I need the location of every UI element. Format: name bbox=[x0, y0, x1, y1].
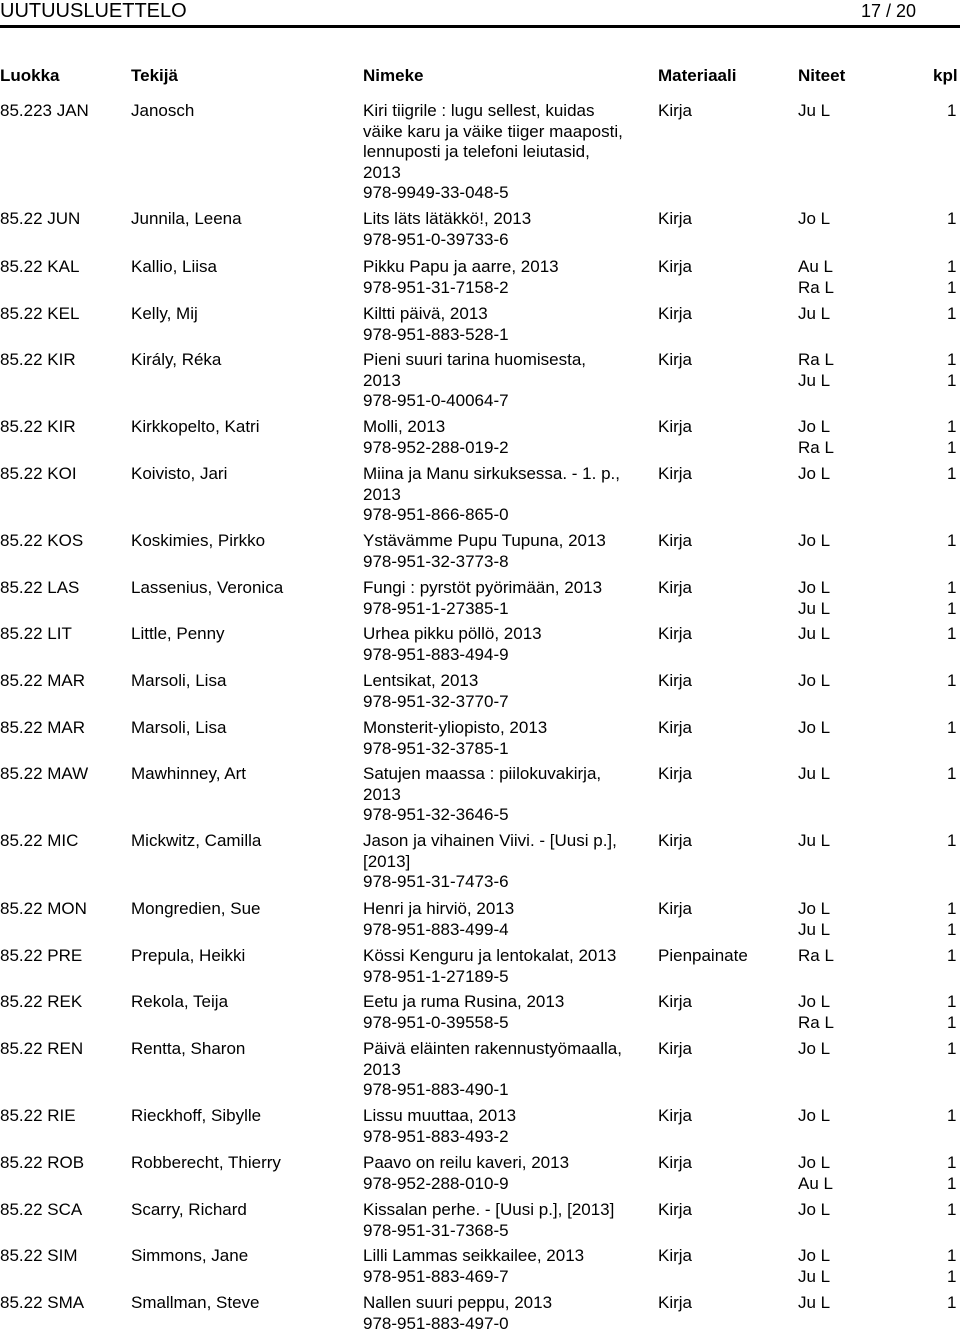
row-title-line: väike karu ja väike tiiger maaposti, bbox=[363, 121, 623, 141]
row-author: Rekola, Teija bbox=[131, 992, 229, 1011]
row-notes bbox=[798, 531, 878, 552]
row-class: 85.22 SMA bbox=[0, 1293, 85, 1312]
row-author: Smallman, Steve bbox=[131, 1293, 260, 1312]
row-material: Kirja bbox=[658, 992, 693, 1011]
row-author: Scarry, Richard bbox=[131, 1200, 247, 1219]
row-title bbox=[363, 1246, 653, 1287]
row-isbn: 978-951-883-494-9 bbox=[363, 644, 509, 664]
column-header-material: Materiaali bbox=[658, 66, 737, 85]
row-title bbox=[363, 209, 653, 250]
row-author: Lassenius, Veronica bbox=[131, 578, 284, 597]
row-qty bbox=[947, 417, 960, 458]
row-qty bbox=[947, 350, 960, 391]
row-title bbox=[363, 992, 653, 1033]
row-note-qty: 1 bbox=[947, 718, 957, 737]
row-notes bbox=[798, 417, 878, 458]
row-note-qty: 1 bbox=[947, 101, 957, 120]
row-notes bbox=[798, 1039, 878, 1060]
row-note-label: Jo L bbox=[798, 1200, 831, 1219]
row-title-line: Lilli Lammas seikkailee, 2013 bbox=[363, 1246, 585, 1265]
column-header-notes: Niteet bbox=[798, 66, 846, 85]
row-qty bbox=[947, 209, 960, 230]
row-note-label: Jo L bbox=[798, 899, 831, 918]
row-note-qty: 1 bbox=[947, 1012, 957, 1032]
row-note-label: Au L bbox=[798, 1173, 833, 1193]
row-title-line: Päivä eläinten rakennustyömaalla, bbox=[363, 1039, 622, 1058]
row-note-label: Jo L bbox=[798, 464, 831, 483]
row-note-qty: 1 bbox=[947, 1293, 957, 1312]
row-author: Marsoli, Lisa bbox=[131, 671, 227, 690]
row-isbn: 978-951-31-7158-2 bbox=[363, 277, 509, 297]
row-class: 85.22 SCA bbox=[0, 1200, 83, 1219]
row-title-line: Kiri tiigrile : lugu sellest, kuidas bbox=[363, 101, 595, 120]
row-isbn: 978-951-0-39558-5 bbox=[363, 1012, 509, 1032]
row-material: Kirja bbox=[658, 531, 693, 550]
row-note-qty: 1 bbox=[947, 919, 957, 939]
row-author: Rieckhoff, Sibylle bbox=[131, 1106, 262, 1125]
row-notes bbox=[798, 831, 878, 852]
row-title-line: Molli, 2013 bbox=[363, 417, 446, 436]
row-note-label: Jo L bbox=[798, 531, 831, 550]
row-note-label: Jo L bbox=[798, 1153, 831, 1172]
row-notes bbox=[798, 1200, 878, 1221]
row-note-label: Jo L bbox=[798, 209, 831, 228]
document-title: UUTUUSLUETTELO bbox=[0, 0, 187, 22]
row-title-line: Urhea pikku pöllö, 2013 bbox=[363, 624, 542, 643]
row-qty bbox=[947, 992, 960, 1033]
row-qty bbox=[947, 578, 960, 619]
row-notes bbox=[798, 304, 878, 325]
row-note-label: Ra L bbox=[798, 437, 834, 457]
column-header-author: Tekijä bbox=[131, 66, 178, 85]
row-note-qty: 1 bbox=[947, 370, 957, 390]
row-author: Robberecht, Thierry bbox=[131, 1153, 281, 1172]
row-title-line: lennuposti ja telefoni leiutasid, bbox=[363, 142, 590, 162]
row-material: Kirja bbox=[658, 209, 693, 228]
row-qty bbox=[947, 1246, 960, 1287]
row-class: 85.22 MAR bbox=[0, 718, 86, 737]
row-note-qty: 1 bbox=[947, 304, 957, 323]
row-note-label: Ra L bbox=[798, 350, 834, 369]
row-note-qty: 1 bbox=[947, 831, 957, 850]
row-title-line: Satujen maassa : piilokuvakirja, bbox=[363, 764, 602, 783]
row-title-line: Henri ja hirviö, 2013 bbox=[363, 899, 515, 918]
row-note-qty: 1 bbox=[947, 946, 957, 965]
row-author: Király, Réka bbox=[131, 350, 222, 369]
row-isbn: 978-951-883-469-7 bbox=[363, 1266, 509, 1286]
row-title bbox=[363, 531, 653, 572]
row-qty bbox=[947, 718, 960, 739]
row-class: 85.22 KEL bbox=[0, 304, 80, 323]
row-note-qty: 1 bbox=[947, 598, 957, 618]
row-material: Kirja bbox=[658, 1039, 693, 1058]
row-notes bbox=[798, 1153, 878, 1194]
row-isbn: 978-951-32-3773-8 bbox=[363, 551, 509, 571]
row-title bbox=[363, 101, 653, 204]
row-material: Kirja bbox=[658, 417, 693, 436]
row-material: Kirja bbox=[658, 1153, 693, 1172]
row-isbn: 978-952-288-019-2 bbox=[363, 437, 509, 457]
row-title-line: Miina ja Manu sirkuksessa. - 1. p., bbox=[363, 464, 620, 483]
row-title bbox=[363, 1293, 653, 1334]
row-note-qty: 1 bbox=[947, 1106, 957, 1125]
row-title-line: Monsterit-yliopisto, 2013 bbox=[363, 718, 548, 737]
row-title bbox=[363, 718, 653, 759]
row-title-line: Pieni suuri tarina huomisesta, bbox=[363, 350, 587, 369]
row-note-label: Ju L bbox=[798, 624, 831, 643]
row-material: Kirja bbox=[658, 671, 693, 690]
row-notes bbox=[798, 209, 878, 230]
row-class: 85.22 LIT bbox=[0, 624, 72, 643]
row-class: 85.22 KOI bbox=[0, 464, 77, 483]
row-isbn: 978-951-31-7368-5 bbox=[363, 1220, 509, 1240]
row-class: 85.223 JAN bbox=[0, 101, 89, 120]
row-title bbox=[363, 831, 653, 893]
row-isbn: 978-951-31-7473-6 bbox=[363, 872, 509, 892]
row-author: Junnila, Leena bbox=[131, 209, 242, 228]
row-class: 85.22 MON bbox=[0, 899, 87, 918]
row-class: 85.22 JUN bbox=[0, 209, 81, 228]
row-material: Kirja bbox=[658, 464, 693, 483]
row-isbn: 978-951-1-27189-5 bbox=[363, 966, 509, 986]
row-author: Kelly, Mij bbox=[131, 304, 198, 323]
row-material: Kirja bbox=[658, 1293, 693, 1312]
row-isbn: 978-951-32-3785-1 bbox=[363, 738, 509, 758]
row-note-qty: 1 bbox=[947, 209, 957, 228]
row-class: 85.22 ROB bbox=[0, 1153, 85, 1172]
row-qty bbox=[947, 1039, 960, 1060]
row-material: Kirja bbox=[658, 1106, 693, 1125]
row-title-line: 2013 bbox=[363, 484, 401, 504]
row-note-label: Ra L bbox=[798, 1012, 834, 1032]
row-notes bbox=[798, 350, 878, 391]
row-notes bbox=[798, 578, 878, 619]
row-material: Pienpainate bbox=[658, 946, 748, 965]
row-class: 85.22 PRE bbox=[0, 946, 83, 965]
row-note-label: Au L bbox=[798, 257, 833, 276]
row-material: Kirja bbox=[658, 350, 693, 369]
row-isbn: 978-951-866-865-0 bbox=[363, 505, 509, 525]
row-note-label: Ju L bbox=[798, 101, 831, 120]
row-title bbox=[363, 1039, 653, 1101]
row-class: 85.22 KIR bbox=[0, 417, 76, 436]
row-qty bbox=[947, 1293, 960, 1314]
row-qty bbox=[947, 304, 960, 325]
column-header-title: Nimeke bbox=[363, 66, 424, 85]
row-title bbox=[363, 578, 653, 619]
row-material: Kirja bbox=[658, 101, 693, 120]
row-note-label: Jo L bbox=[798, 1106, 831, 1125]
row-material: Kirja bbox=[658, 831, 693, 850]
row-isbn: 978-951-32-3646-5 bbox=[363, 805, 509, 825]
row-qty bbox=[947, 946, 960, 967]
row-title-line: Paavo on reilu kaveri, 2013 bbox=[363, 1153, 570, 1172]
row-note-label: Ju L bbox=[798, 370, 831, 390]
row-notes bbox=[798, 464, 878, 485]
row-title-line: Eetu ja ruma Rusina, 2013 bbox=[363, 992, 565, 1011]
row-note-qty: 1 bbox=[947, 992, 957, 1011]
row-note-qty: 1 bbox=[947, 531, 957, 550]
row-note-label: Jo L bbox=[798, 1039, 831, 1058]
row-class: 85.22 KAL bbox=[0, 257, 80, 276]
row-material: Kirja bbox=[658, 899, 693, 918]
row-qty bbox=[947, 671, 960, 692]
row-note-label: Ra L bbox=[798, 946, 834, 965]
row-notes bbox=[798, 899, 878, 940]
row-class: 85.22 KIR bbox=[0, 350, 76, 369]
row-title-line: Lissu muuttaa, 2013 bbox=[363, 1106, 517, 1125]
row-qty bbox=[947, 257, 960, 298]
row-qty bbox=[947, 1153, 960, 1194]
row-title-line: Lits läts lätäkkö!, 2013 bbox=[363, 209, 532, 228]
row-notes bbox=[798, 992, 878, 1033]
row-title-line: Ystävämme Pupu Tupuna, 2013 bbox=[363, 531, 606, 550]
row-class: 85.22 RIE bbox=[0, 1106, 76, 1125]
row-isbn: 978-951-883-497-0 bbox=[363, 1313, 509, 1333]
row-title bbox=[363, 899, 653, 940]
row-author: Prepula, Heikki bbox=[131, 946, 246, 965]
row-note-label: Jo L bbox=[798, 1246, 831, 1265]
row-notes bbox=[798, 101, 878, 122]
row-isbn: 978-951-883-490-1 bbox=[363, 1080, 509, 1100]
row-note-qty: 1 bbox=[947, 578, 957, 597]
row-note-label: Ju L bbox=[798, 831, 831, 850]
row-note-qty: 1 bbox=[947, 624, 957, 643]
row-class: 85.22 MAW bbox=[0, 764, 89, 783]
row-qty bbox=[947, 764, 960, 785]
row-material: Kirja bbox=[658, 1246, 693, 1265]
row-title-line: Fungi : pyrstöt pyörimään, 2013 bbox=[363, 578, 603, 597]
row-title-line: 2013 bbox=[363, 784, 401, 804]
page-number: 17 / 20 bbox=[860, 1, 916, 21]
row-qty bbox=[947, 831, 960, 852]
row-qty bbox=[947, 1106, 960, 1127]
row-author: Rentta, Sharon bbox=[131, 1039, 246, 1058]
row-title-line: Lentsikat, 2013 bbox=[363, 671, 479, 690]
row-notes bbox=[798, 946, 878, 967]
row-note-qty: 1 bbox=[947, 350, 957, 369]
row-isbn: 978-951-883-528-1 bbox=[363, 324, 509, 344]
row-note-qty: 1 bbox=[947, 464, 957, 483]
row-title bbox=[363, 257, 653, 298]
row-note-qty: 1 bbox=[947, 1173, 957, 1193]
row-note-label: Jo L bbox=[798, 671, 831, 690]
row-notes bbox=[798, 671, 878, 692]
row-class: 85.22 KOS bbox=[0, 531, 84, 550]
row-note-qty: 1 bbox=[947, 1039, 957, 1058]
row-note-label: Ju L bbox=[798, 598, 831, 618]
row-material: Kirja bbox=[658, 257, 693, 276]
row-class: 85.22 MAR bbox=[0, 671, 86, 690]
row-isbn: 978-951-1-27385-1 bbox=[363, 598, 509, 618]
row-note-qty: 1 bbox=[947, 671, 957, 690]
row-material: Kirja bbox=[658, 624, 693, 643]
row-title bbox=[363, 417, 653, 458]
row-author: Marsoli, Lisa bbox=[131, 718, 227, 737]
row-note-qty: 1 bbox=[947, 1153, 957, 1172]
row-notes bbox=[798, 257, 878, 298]
row-note-label: Jo L bbox=[798, 992, 831, 1011]
row-note-label: Jo L bbox=[798, 417, 831, 436]
row-author: Janosch bbox=[131, 101, 195, 120]
column-header-qty: kpl bbox=[933, 66, 958, 85]
row-isbn: 978-951-32-3770-7 bbox=[363, 691, 509, 711]
row-author: Kirkkopelto, Katri bbox=[131, 417, 260, 436]
row-qty bbox=[947, 899, 960, 940]
row-class: 85.22 SIM bbox=[0, 1246, 78, 1265]
row-qty bbox=[947, 1200, 960, 1221]
row-note-qty: 1 bbox=[947, 257, 957, 276]
row-note-label: Jo L bbox=[798, 718, 831, 737]
row-title-line: 2013 bbox=[363, 162, 401, 182]
row-note-label: Ra L bbox=[798, 277, 834, 297]
row-isbn: 978-9949-33-048-5 bbox=[363, 183, 509, 203]
row-isbn: 978-951-0-40064-7 bbox=[363, 391, 509, 411]
row-note-label: Ju L bbox=[798, 919, 831, 939]
row-isbn: 978-951-883-499-4 bbox=[363, 919, 509, 939]
row-note-label: Ju L bbox=[798, 1266, 831, 1286]
row-notes bbox=[798, 718, 878, 739]
row-author: Simmons, Jane bbox=[131, 1246, 249, 1265]
row-title-line: 2013 bbox=[363, 370, 401, 390]
row-class: 85.22 REK bbox=[0, 992, 83, 1011]
row-class: 85.22 REN bbox=[0, 1039, 84, 1058]
row-title-line: 2013 bbox=[363, 1059, 401, 1079]
row-notes bbox=[798, 1293, 878, 1314]
row-title bbox=[363, 464, 653, 526]
row-note-qty: 1 bbox=[947, 764, 957, 783]
row-isbn: 978-951-0-39733-6 bbox=[363, 229, 509, 249]
row-qty bbox=[947, 464, 960, 485]
row-note-label: Ju L bbox=[798, 764, 831, 783]
row-author: Kallio, Liisa bbox=[131, 257, 217, 276]
row-title-line: [2013] bbox=[363, 851, 411, 871]
row-author: Little, Penny bbox=[131, 624, 225, 643]
column-header-class: Luokka bbox=[0, 66, 60, 85]
row-title bbox=[363, 1153, 653, 1194]
row-title-line: Kissalan perhe. - [Uusi p.], [2013] bbox=[363, 1200, 615, 1219]
row-title bbox=[363, 624, 653, 665]
row-notes bbox=[798, 764, 878, 785]
row-author: Mongredien, Sue bbox=[131, 899, 261, 918]
row-author: Koivisto, Jari bbox=[131, 464, 228, 483]
row-title bbox=[363, 304, 653, 345]
row-material: Kirja bbox=[658, 764, 693, 783]
row-title-line: Nallen suuri peppu, 2013 bbox=[363, 1293, 553, 1312]
row-title-line: Jason ja vihainen Viivi. - [Uusi p.], bbox=[363, 831, 617, 850]
row-author: Mickwitz, Camilla bbox=[131, 831, 262, 850]
row-notes bbox=[798, 1246, 878, 1287]
row-author: Mawhinney, Art bbox=[131, 764, 246, 783]
row-material: Kirja bbox=[658, 304, 693, 323]
row-title bbox=[363, 671, 653, 712]
row-material: Kirja bbox=[658, 1200, 693, 1219]
row-title bbox=[363, 1106, 653, 1147]
row-class: 85.22 LAS bbox=[0, 578, 80, 597]
row-material: Kirja bbox=[658, 718, 693, 737]
row-note-qty: 1 bbox=[947, 1246, 957, 1265]
row-note-qty: 1 bbox=[947, 1200, 957, 1219]
row-note-qty: 1 bbox=[947, 1266, 957, 1286]
row-note-qty: 1 bbox=[947, 277, 957, 297]
row-title-line: Kiltti päivä, 2013 bbox=[363, 304, 488, 323]
row-title bbox=[363, 764, 653, 826]
row-isbn: 978-951-883-493-2 bbox=[363, 1126, 509, 1146]
row-note-qty: 1 bbox=[947, 899, 957, 918]
row-class: 85.22 MIC bbox=[0, 831, 79, 850]
row-title bbox=[363, 946, 653, 987]
row-title bbox=[363, 350, 653, 412]
row-note-label: Ju L bbox=[798, 1293, 831, 1312]
row-qty bbox=[947, 624, 960, 645]
row-title-line: Pikku Papu ja aarre, 2013 bbox=[363, 257, 559, 276]
row-note-qty: 1 bbox=[947, 417, 957, 436]
row-note-label: Jo L bbox=[798, 578, 831, 597]
row-title bbox=[363, 1200, 653, 1241]
row-qty bbox=[947, 531, 960, 552]
row-qty bbox=[947, 101, 960, 122]
row-author: Koskimies, Pirkko bbox=[131, 531, 266, 550]
row-notes bbox=[798, 1106, 878, 1127]
row-notes bbox=[798, 624, 878, 645]
row-material: Kirja bbox=[658, 578, 693, 597]
row-title-line: Kössi Kenguru ja lentokalat, 2013 bbox=[363, 946, 617, 965]
row-note-label: Ju L bbox=[798, 304, 831, 323]
row-isbn: 978-952-288-010-9 bbox=[363, 1173, 509, 1193]
row-note-qty: 1 bbox=[947, 437, 957, 457]
